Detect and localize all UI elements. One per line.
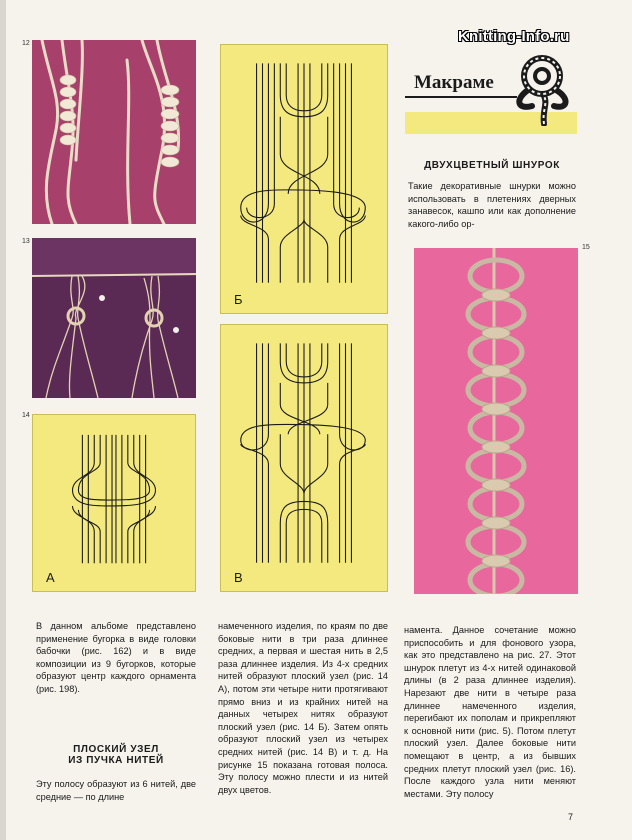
figure-13-number: 13 xyxy=(22,238,30,245)
watermark: Knitting-Info.ru xyxy=(458,28,570,45)
section-heading-flat-knot-line1: ПЛОСКИЙ УЗЕЛ xyxy=(73,744,159,755)
section-intro: Такие декоративные шнурки можно использовать в плетениях дверных занавесок, кашпо или как дополнение какого-либо ор- xyxy=(408,181,576,229)
diagram-panel-a xyxy=(32,414,196,592)
panel-a-label: А xyxy=(43,570,58,585)
figure-12-number: 12 xyxy=(22,40,30,47)
column-1-paragraph: В данном альбоме представлено применение бугорка в виде головки бабочки (рис. 162) и в виде композиции из 9 бугорков, которые образуют центр каждого орнамента (рис. 198). xyxy=(36,621,196,694)
page-title: Макраме xyxy=(414,72,494,93)
column-3-text: намента. Данное сочетание можно приспособить и для фонового узора, как это представлено на рис. 27. Этот шнурок плетут из 4-х нитей одинаковой длины (в 2 раза длиннее изделия). Нарезают две нити в четыре раза длиннее намеченного изделия, перегибают их пополам и прикрепляют к основной нити (рис. 5). Потом плетут плоский узел. Далее боковые нити помещают в центр, а из бывших средних плетут плоский узел (рис. 16). После каждого узла нити меняют местами. Эту полосу xyxy=(404,625,576,799)
figure-13-photo xyxy=(32,238,196,398)
section-heading-two-color-cord: ДВУХЦВЕТНЫЙ ШНУРОК xyxy=(424,160,560,171)
knot-logo-icon xyxy=(508,46,580,126)
panel-v-label: В xyxy=(231,570,246,585)
figure-15-number: 15 xyxy=(582,244,590,251)
column-1-paragraph-2: Эту полосу образуют из 6 нитей, две средние — по длине xyxy=(36,779,196,802)
panel-b-label: Б xyxy=(231,292,246,307)
figure-15-photo xyxy=(414,248,578,594)
diagram-panel-v xyxy=(220,324,388,592)
title-underline xyxy=(405,96,517,98)
section-heading-flat-knot-line2: ИЗ ПУЧКА НИТЕЙ xyxy=(68,755,164,766)
figure-12-photo xyxy=(32,40,196,224)
column-2-text: намеченного изделия, по краям по две боковые нити в три раза длиннее средних, а первая и шестая нить в 2,5 раза длиннее изделия. Из 4-х средних нитей образуют плоский узел (рис. 14 А), потом эти четыре нити протягивают прямо вниз и из крайних нитей на данных четырех нитях образуют плоский узел (рис. 14 Б). Затем опять образуют плоский узел из четырех средних нитей (рис. 14 В) и т. д. На рисунке 15 показана готовая полоса. Эту полосу можно плести и из нитей двух цветов. xyxy=(218,621,388,795)
figure-14-number: 14 xyxy=(22,412,30,419)
diagram-panel-b xyxy=(220,44,388,314)
section-heading-flat-knot xyxy=(36,744,196,766)
page-number: 7 xyxy=(568,812,574,822)
